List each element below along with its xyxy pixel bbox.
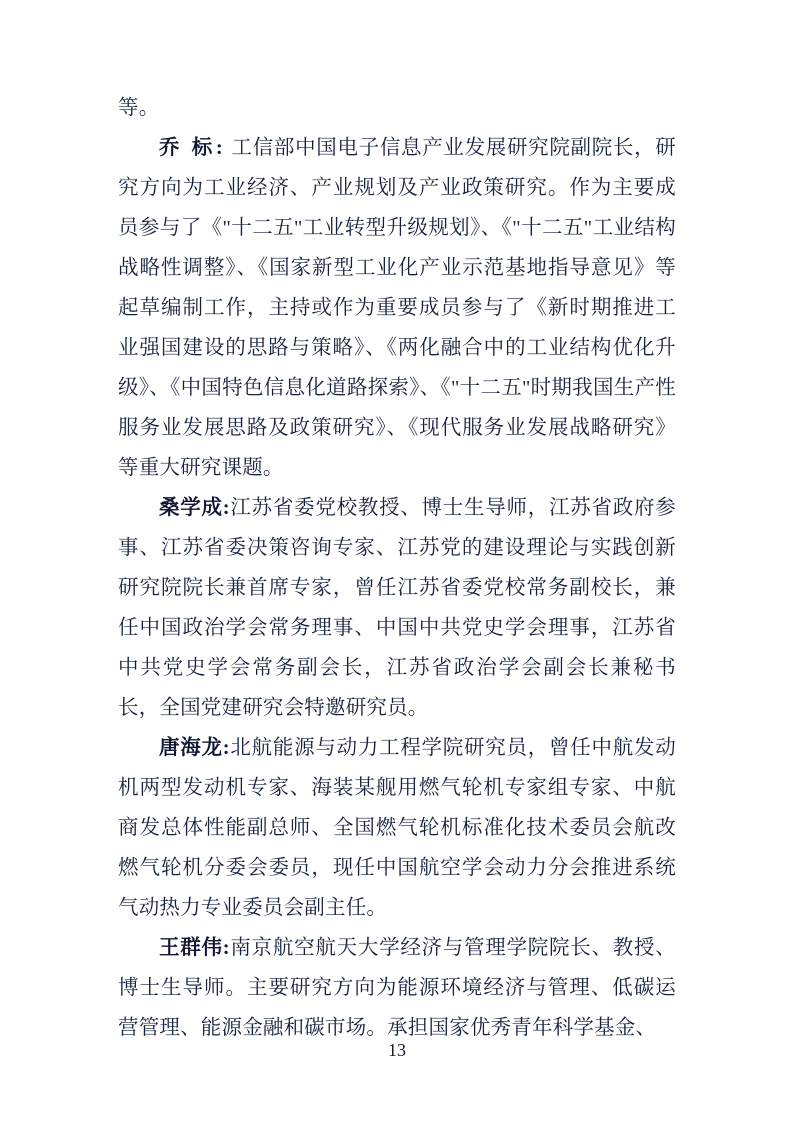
- paragraph-0: [118, 88, 676, 128]
- document-body: [118, 88, 676, 1048]
- person-name-qiao-biao: 乔 标:: [159, 137, 226, 159]
- page-number: 13: [388, 1040, 406, 1060]
- paragraph-wang-qunwei: [118, 928, 676, 1048]
- person-name-sang-xuecheng: 桑学成:: [159, 497, 230, 519]
- paragraph-4-text: 南京航空航天大学经济与管理学院院长、教授、博士生导师。主要研究方向为能源环境经济与管理、低碳运营管理、能源金融和碳市场。承担国家优秀青年科学基金、: [118, 937, 676, 1039]
- person-name-tang-hailong: 唐海龙:: [159, 737, 230, 759]
- paragraph-3-text: 北航能源与动力工程学院研究员，曾任中航发动机两型发动机专家、海装某舰用燃气轮机专家组专家、中航商发总体性能副总师、全国燃气轮机标准化技术委员会航改燃气轮机分委会委员，现任中国航空学会动力分会推进系统气动热力专业委员会副主任。: [118, 737, 676, 919]
- person-name-wang-qunwei: 王群伟:: [159, 937, 230, 959]
- paragraph-tang-hailong: [118, 728, 676, 928]
- paragraph-1-text: 工信部中国电子信息产业发展研究院副院长，研究方向为工业经济、产业规划及产业政策研究。作为主要成员参与了《"十二五"工业转型升级规划》、《"十二五"工业结构战略性调整》、《国家新型工业化产业示范基地指导意见》等起草编制工作，主持或作为重要成员参与了《新时期推进工业强国建设的思路与策略》、《两化融合中的工业结构优化升级》、《中国特色信息化道路探索》、《"十二五"时期我国生产性服务业发展思路及政策研究》、《现代服务业发展战略研究》等重大研究课题。: [118, 137, 676, 479]
- paragraph-2-text: 江苏省委党校教授、博士生导师，江苏省政府参事、江苏省委决策咨询专家、江苏党的建设理论与实践创新研究院院长兼首席专家，曾任江苏省委党校常务副校长，兼任中国政治学会常务理事、中国中共党史学会理事，江苏省中共党史学会常务副会长，江苏省政治学会副会长兼秘书长，全国党建研究会特邀研究员。: [118, 497, 676, 719]
- paragraph-sang-xuecheng: [118, 488, 676, 728]
- paragraph-0-text: 等。: [118, 97, 160, 119]
- paragraph-qiao-biao: [118, 128, 676, 488]
